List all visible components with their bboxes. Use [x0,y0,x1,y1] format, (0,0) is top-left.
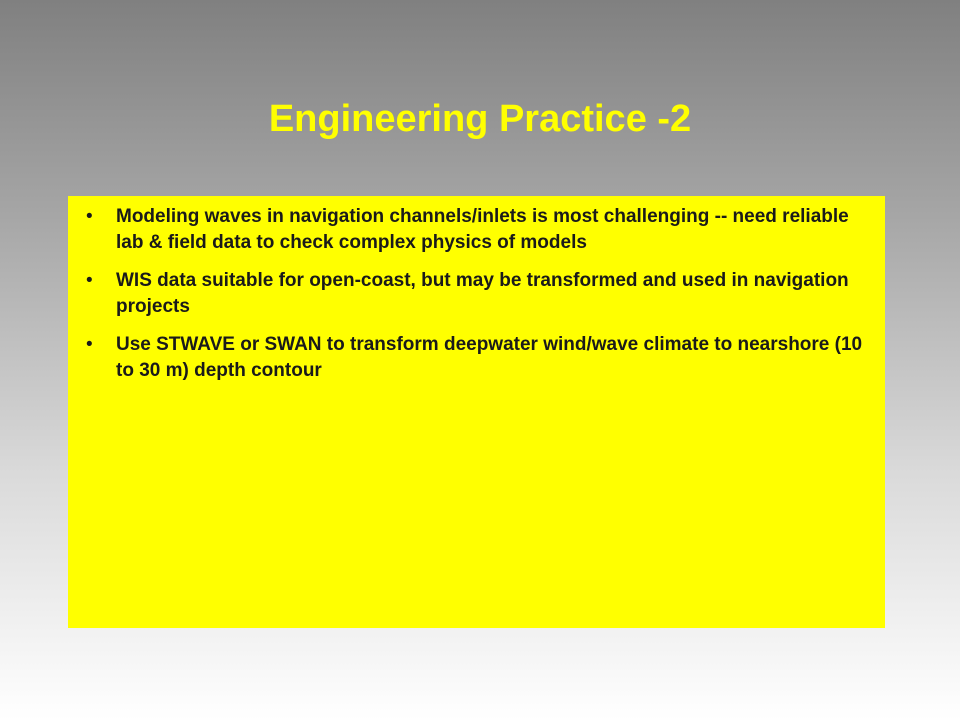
bullet-item [82,268,867,320]
bullet-icon: • [86,334,93,355]
slide-title: Engineering Practice -2 [268,98,692,140]
bullet-icon: • [86,270,93,291]
bullet-item [82,204,867,256]
content-box [68,196,885,628]
bullet-text: Modeling waves in navigation channels/inlets is most challenging -- need reliable lab & field data to check complex physics of models [116,206,849,253]
bullet-text: Use STWAVE or SWAN to transform deepwater wind/wave climate to nearshore (10 to 30 m) depth contour [116,334,863,381]
bullet-text: WIS data suitable for open-coast, but may be transformed and used in navigation projects [116,270,849,317]
bullet-icon: • [86,206,93,227]
bullet-item [82,332,867,384]
bullet-list [82,204,867,384]
